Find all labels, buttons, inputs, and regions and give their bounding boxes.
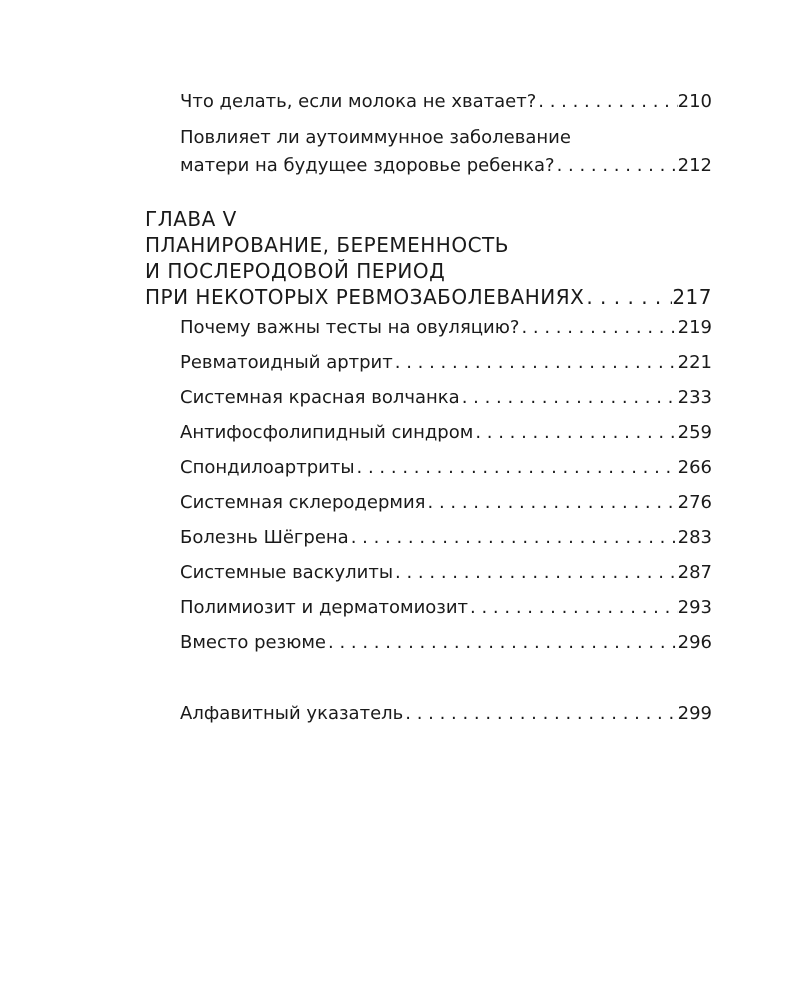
dot-leader: [393, 560, 678, 586]
toc-entry-page: 212: [677, 155, 712, 176]
dot-leader: [555, 152, 678, 180]
dot-leader: [393, 350, 678, 376]
dot-leader: [473, 420, 677, 446]
toc-entry[interactable]: [180, 595, 712, 621]
dot-leader: [460, 385, 678, 411]
dot-leader: [519, 315, 677, 341]
toc-entry-title: Антифосфолипидный синдром: [180, 422, 474, 443]
toc-entry-title: Почему важны тесты на овуляцию?: [180, 317, 520, 338]
toc-entry-page: 221: [677, 352, 712, 373]
toc-entry-page: 276: [677, 492, 712, 513]
toc-entry-title: Системные васкулиты: [180, 562, 394, 583]
toc-entry[interactable]: [180, 385, 712, 411]
chapter-title-line1: ПЛАНИРОВАНИЕ, БЕРЕМЕННОСТЬ: [145, 233, 509, 257]
toc-entry-index[interactable]: [180, 701, 712, 727]
chapter-heading[interactable]: [145, 206, 712, 310]
toc-entry[interactable]: [180, 315, 712, 341]
dot-leader: [326, 630, 678, 656]
chapter-title-line2: И ПОСЛЕРОДОВОЙ ПЕРИОД: [145, 259, 446, 283]
toc-entry-title: Полимиозит и дерматомиозит: [180, 597, 469, 618]
toc-entry-page: 233: [677, 387, 712, 408]
toc-entry-title: Алфавитный указатель: [180, 703, 404, 724]
dot-leader: [584, 284, 672, 310]
toc-entry-page: 296: [677, 632, 712, 653]
toc-entry[interactable]: [180, 630, 712, 656]
toc-entry[interactable]: [180, 420, 712, 446]
toc-entry-title: Спондилоартриты: [180, 457, 355, 478]
toc-entry-title: Вместо резюме: [180, 632, 326, 653]
toc-entry-page: 283: [677, 527, 712, 548]
toc-entry[interactable]: [180, 124, 712, 180]
dot-leader: [349, 525, 678, 551]
toc-entry-title: Болезнь Шёгрена: [180, 527, 349, 548]
toc-entry[interactable]: [180, 490, 712, 516]
toc-entry-page: 299: [677, 703, 712, 724]
toc-entry-page: 266: [677, 457, 712, 478]
toc-entry-title: Ревматоидный артрит: [180, 352, 393, 373]
toc-entry[interactable]: [180, 455, 712, 481]
toc-entry[interactable]: [180, 350, 712, 376]
toc-entry-title-line2: матери на будущее здоровье ребенка?: [180, 155, 555, 176]
toc-entry-title-line1: Повлияет ли аутоиммунное заболевание: [180, 127, 571, 148]
toc-entry[interactable]: [180, 560, 712, 586]
chapter-title-line3: ПРИ НЕКОТОРЫХ РЕВМОЗАБОЛЕВАНИЯХ: [145, 285, 585, 309]
chapter-page: 217: [672, 285, 712, 309]
dot-leader: [403, 701, 677, 727]
toc-entry-page: 219: [677, 317, 712, 338]
dot-leader: [536, 89, 677, 115]
dot-leader: [426, 490, 678, 516]
toc-entry-title: Системная красная волчанка: [180, 387, 460, 408]
chapter-label: ГЛАВА V: [145, 207, 237, 231]
toc-entry-title: Системная склеродермия: [180, 492, 426, 513]
dot-leader: [468, 595, 678, 621]
toc-entry-page: 210: [677, 91, 712, 112]
dot-leader: [355, 455, 678, 481]
toc-entry-page: 259: [677, 422, 712, 443]
toc-entry-page: 293: [677, 597, 712, 618]
toc-entry[interactable]: [180, 89, 712, 115]
toc-entry-page: 287: [677, 562, 712, 583]
toc-entry[interactable]: [180, 525, 712, 551]
toc-entry-title: Что делать, если молока не хватает?: [180, 91, 537, 112]
